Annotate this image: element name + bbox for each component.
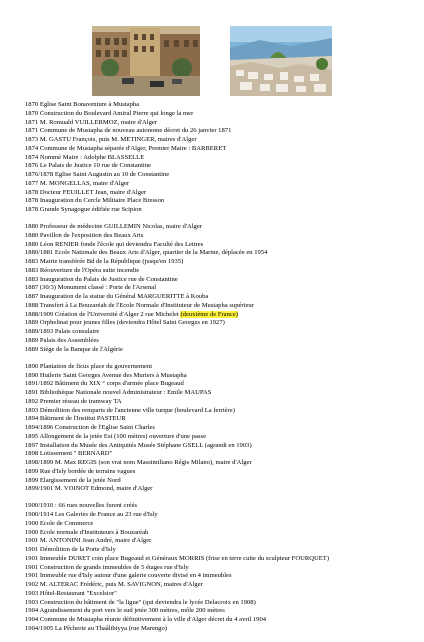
highlighted-text: (deuxième de France) bbox=[180, 310, 238, 318]
entry-text: 1890 Huilerie Saint Georges Avenue des Muriers à Mustapha bbox=[25, 371, 187, 379]
entry-text: 1871 M. Romuald VUILLERMOZ, maire d'Alger bbox=[25, 118, 158, 126]
chronology-entry bbox=[25, 180, 415, 189]
chronology-entry bbox=[25, 625, 415, 634]
entry-text: 1904 Agrandissement du port vers le sud jetée 300 mètres, môle 200 mètres bbox=[25, 607, 225, 615]
chronology-entry bbox=[25, 555, 415, 564]
chronology-entry bbox=[25, 136, 415, 145]
chronology-entry bbox=[25, 127, 415, 136]
entry-text: 1889 Orphelinat pour jeunes filles (deviendra Hôtel Saint Georges en 1927) bbox=[25, 319, 225, 327]
entry-text: 1901 Démolition de la Porte d'Isly bbox=[25, 546, 116, 554]
entry-text: 1878 Inauguration du Cercle Militaire Place Bresson bbox=[25, 197, 165, 205]
chronology-entry bbox=[25, 407, 415, 416]
chronology-entry bbox=[25, 415, 415, 424]
photo-vue-alger bbox=[230, 26, 332, 96]
entry-text: 1900 Ecole de Commerce bbox=[25, 519, 94, 527]
entry-text: 1877 M. MONGELLAS, maire d'Alger bbox=[25, 179, 130, 187]
chronology-entry bbox=[25, 258, 415, 267]
entry-text: 1887 Inauguration de la statue du Général MARGUERITTE à Kouba bbox=[25, 293, 209, 301]
entry-text: 1888 Transfert à La Bouzaréah de l'Ecole Normale d'Instituteur de Mustapha supérieur bbox=[25, 301, 254, 309]
chronology-entry bbox=[25, 319, 415, 328]
chronology-entry bbox=[25, 529, 415, 538]
entry-text: 1898 Lotissement " BERNARD" bbox=[25, 450, 113, 458]
street-scene-image bbox=[92, 26, 200, 96]
chronology-entry bbox=[25, 502, 415, 511]
chronology-entry bbox=[25, 293, 415, 302]
chronology-entry bbox=[25, 380, 415, 389]
chronology-entry bbox=[25, 276, 415, 285]
entry-text: 1873 M. GASTU François, puis M. METINGER, maires d'Alger bbox=[25, 136, 197, 143]
chronology-entry bbox=[25, 267, 415, 276]
entry-text: 1874 Nommé Maire : Adolphe BLASSELLE bbox=[25, 153, 145, 161]
decade-group bbox=[25, 502, 415, 633]
chronology-entry bbox=[25, 346, 415, 355]
chronology-entry bbox=[25, 616, 415, 625]
chronology-entry bbox=[25, 450, 415, 459]
entry-text: 1894/1896 Construction de l'Eglise Saint Charles bbox=[25, 424, 155, 432]
chronology-entry bbox=[25, 223, 415, 232]
chronology-entry bbox=[25, 311, 415, 320]
decade-group bbox=[25, 101, 415, 215]
entry-text: 1880 Léon RENIER fonde l'école qui deviendra Faculté des Lettres bbox=[25, 240, 204, 248]
chronology-entry bbox=[25, 302, 415, 311]
photo-strip bbox=[0, 26, 424, 96]
entry-text: 1893 Démolition des remparts de l'ancienne ville turque (boulevard La ferrière) bbox=[25, 406, 235, 414]
entry-text: 1904 Commune de Mustapha réunie définitivement à la ville d'Alger décret du 4 avril 1904 bbox=[25, 616, 267, 624]
entry-text: 1894 Bâtiment de l'Institut PASTEUR bbox=[25, 415, 126, 423]
chronology-entry bbox=[25, 328, 415, 337]
chronology-entry bbox=[25, 189, 415, 198]
entry-text: 1897 Installation du Musée des Antiquités Musée Stéphane GSELL (agrandi en 1903) bbox=[25, 441, 252, 449]
chronology-entry bbox=[25, 572, 415, 581]
chronology-entry bbox=[25, 162, 415, 171]
entry-text: 1900 Ecole normale d'Instituteurs à Bouzaréah bbox=[25, 528, 149, 536]
entry-text: 1883 Réouverture de l'Opéra suite incendie bbox=[25, 266, 140, 274]
entry-text: 1880/1881 Ecole Nationale des Beaux Arts d'Alger, quartier de la Marine, déplacée en 1954 bbox=[25, 249, 268, 257]
chronology-entry bbox=[25, 564, 415, 573]
chronology-entry bbox=[25, 249, 415, 258]
entry-text: 1870 Construction du Boulevard Amiral Pierre qui longe la mer bbox=[25, 109, 194, 117]
chronology-entry bbox=[25, 459, 415, 468]
chronology-entry bbox=[25, 389, 415, 398]
entry-text: 1900/1914 Les Galeries de France au 23 rue d'Isly bbox=[25, 511, 158, 519]
chronology-entry bbox=[25, 197, 415, 206]
entry-text: 1878 Grande Synagogue édifiée rue Scipion bbox=[25, 206, 142, 213]
chronology-entry bbox=[25, 171, 415, 180]
entry-text: 1901 M. ANTONINI Jean André, maire d'Alger bbox=[25, 537, 152, 545]
photo-rue-michelet bbox=[92, 26, 200, 96]
chronology-entry bbox=[25, 232, 415, 241]
entry-text: 1899 Elargissement de la jetée Nord bbox=[25, 476, 121, 484]
entry-text: 1904/1905 La Pêcherie au Thaâlibiyya (rue Marengo) bbox=[25, 624, 167, 632]
entry-text: 1870 Eglise Saint Bonaventure à Mustapha bbox=[25, 101, 140, 108]
entry-text: 1901 Immeuble DURET coin place Bugeaud et Généraux MORRIS (frise en terre cuite du sculpteur FOURQUET) bbox=[25, 554, 330, 562]
entry-text: 1876 Le Palais de Justice 10 rue de Constantine bbox=[25, 162, 151, 170]
chronology-entry bbox=[25, 206, 415, 215]
chronology-entry bbox=[25, 398, 415, 407]
chronology-entry bbox=[25, 110, 415, 119]
chronology-entry bbox=[25, 581, 415, 590]
chronology-entry bbox=[25, 241, 415, 250]
entry-text: 1899 Rue d'Isly bordée de terrains vagues bbox=[25, 467, 136, 475]
entry-text: 1891/1892 Bâtiment du XIX ° corps d'armée place Bugeaud bbox=[25, 380, 184, 388]
entry-text: 1902 M. ALTERAC Frédéric, puis M. SAVIGNON, maires d'Alger bbox=[25, 581, 203, 589]
chronology-entry bbox=[25, 154, 415, 163]
entry-text: 1891 Bibliothèque Nationale nouvel Administrateur : Emile MAUPAS bbox=[25, 389, 212, 397]
entry-text: 1878 Docteur FEUILLET Jean, maire d'Alger bbox=[25, 188, 147, 196]
chronology-entry bbox=[25, 372, 415, 381]
entry-text: 1883 Inauguration du Palais de Justice rue de Constantine bbox=[25, 275, 178, 283]
entry-text: 1887 (30/3) Monument classé : Porte de l'Arsenal bbox=[25, 284, 157, 292]
entry-text: 1883 Mairie transférée Bd de la République (jusqu'en 1935) bbox=[25, 258, 184, 266]
entry-text: 1889/1893 Palais consulaire bbox=[25, 328, 100, 336]
entry-text: 1895 Allongement de la jetée Est (100 mètres) ouverture d'une passe bbox=[25, 432, 206, 440]
decade-group bbox=[25, 223, 415, 354]
chronology-entry bbox=[25, 511, 415, 520]
entry-text: 1901 Immeuble rue d'Isly autour d'une galerie couverte divisé en 4 immeubles bbox=[25, 572, 232, 580]
entry-text: 1903 Hôtel-Restaurant "Excelsior" bbox=[25, 589, 117, 597]
decade-group bbox=[25, 363, 415, 494]
chronology-entry bbox=[25, 590, 415, 599]
entry-text: 1889 Palais des Assemblées bbox=[25, 336, 99, 344]
entry-text: 1880 Pavillon de l'exposition des Beaux Arts bbox=[25, 231, 144, 239]
chronology-entry bbox=[25, 363, 415, 372]
entry-text: 1901 Construction de grands immeubles de 5 étages rue d'Isly bbox=[25, 563, 189, 571]
entry-text: 1900/1910 : 66 rues nouvelles furent créés bbox=[25, 502, 138, 510]
chronology-entry bbox=[25, 607, 415, 616]
entry-text: 1898/1899 M. Max REGIS (son vrai nom Massimiliano Régis Milano), maire d'Alger bbox=[25, 459, 252, 467]
entry-text: 1874 Commune de Mustapha séparée d'Alger, Premier Maire : BARBERET bbox=[25, 144, 227, 152]
chronology-entry bbox=[25, 537, 415, 546]
entry-text: 1880 Professeur de médecine GUILLEMIN Nicolas, maire d'Alger bbox=[25, 223, 202, 231]
chronology-entry bbox=[25, 119, 415, 128]
entry-text: 1888/1909 Création de l'Université d'Alger 2 rue Michelet bbox=[25, 310, 181, 318]
chronology-entry bbox=[25, 337, 415, 346]
bay-view-image bbox=[230, 26, 332, 96]
chronology-list bbox=[25, 101, 415, 642]
entry-text: 1871 Commune de Mustapha de nouveau autonome décret du 26 janvier 1871 bbox=[25, 127, 232, 135]
chronology-entry bbox=[25, 145, 415, 154]
chronology-entry bbox=[25, 546, 415, 555]
entry-text: 1899/1901 M. VOINOT Edmond, maire d'Alger bbox=[25, 485, 153, 493]
chronology-entry bbox=[25, 433, 415, 442]
entry-text: 1889 Siège de la Banque de l'Algérie bbox=[25, 345, 123, 353]
entry-text: 1876/1878 Eglise Saint Augustin au 10 de Constantine bbox=[25, 171, 170, 178]
chronology-entry bbox=[25, 424, 415, 433]
chronology-entry bbox=[25, 101, 415, 110]
chronology-entry bbox=[25, 520, 415, 529]
entry-text: 1903 Construction du bâtiment de "la ligue" (qui deviendra le lycée Delacroix en 1908) bbox=[25, 598, 256, 606]
chronology-entry bbox=[25, 477, 415, 486]
entry-text: 1892 Premier réseau de tramway TA bbox=[25, 397, 122, 405]
entry-text: 1890 Plantation de ficus place du gouvernement bbox=[25, 362, 153, 370]
chronology-entry bbox=[25, 284, 415, 293]
chronology-entry bbox=[25, 485, 415, 494]
chronology-entry bbox=[25, 468, 415, 477]
chronology-entry bbox=[25, 442, 415, 451]
